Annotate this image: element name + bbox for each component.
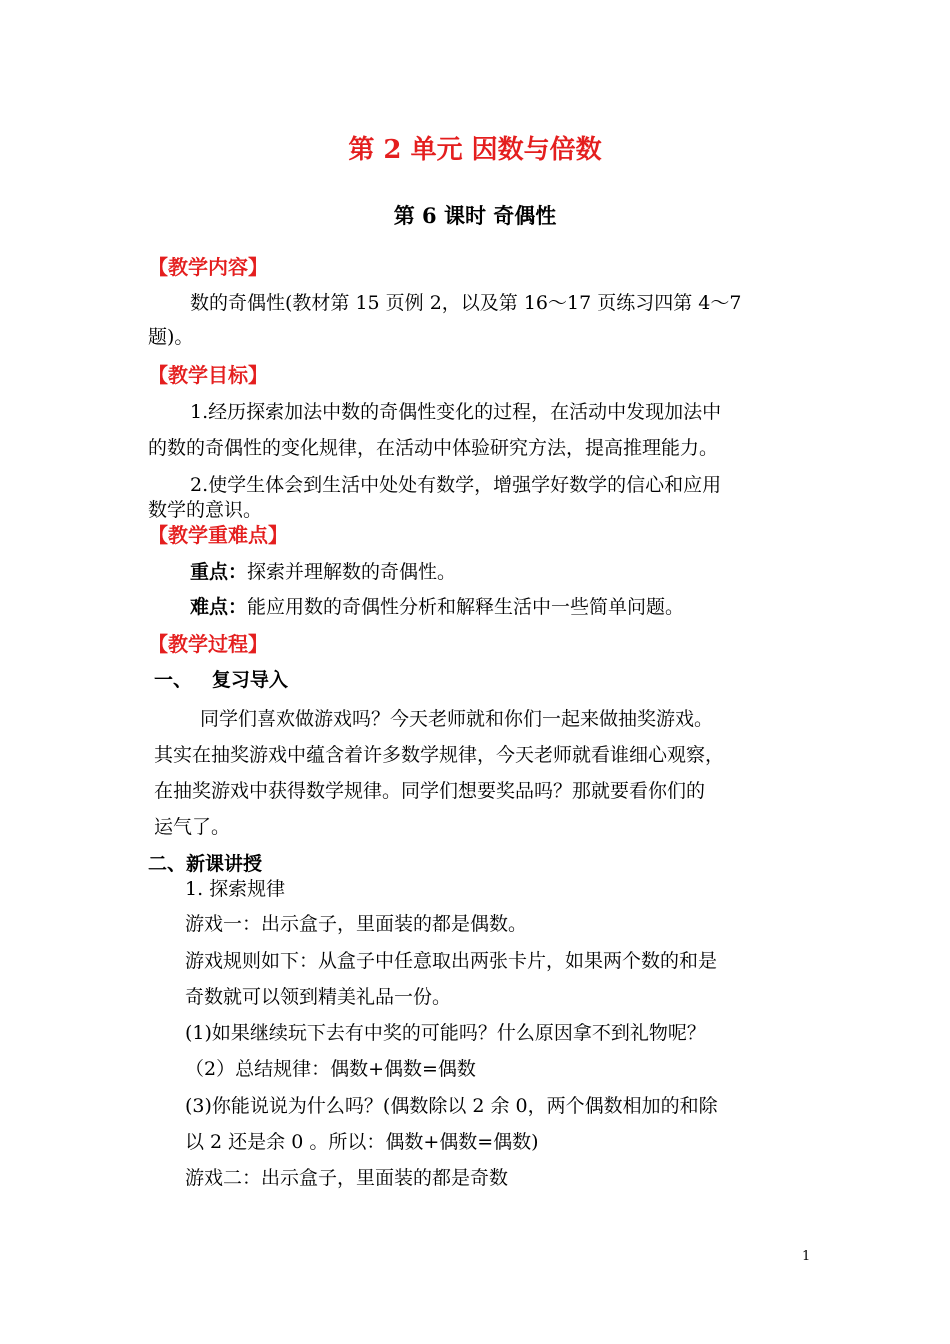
question-3-line-2: 以 2 还是余 0 。所以：偶数+偶数=偶数) bbox=[185, 1131, 539, 1153]
page-number: 1 bbox=[802, 1249, 811, 1264]
part-1-heading: 一、 复习导入 bbox=[154, 669, 288, 691]
content-line-1: 数的奇偶性(教材第 15 页例 2，以及第 16～17 页练习四第 4～7 bbox=[190, 292, 742, 314]
lesson-subtitle: 第 6 课时 奇偶性 bbox=[393, 203, 557, 228]
question-2: （2）总结规律：偶数+偶数=偶数 bbox=[185, 1058, 476, 1080]
difficulty-label: 难点： bbox=[190, 596, 248, 618]
part-1-line-4: 运气了。 bbox=[154, 816, 231, 838]
game-1-intro: 游戏一：出示盒子，里面装的都是偶数。 bbox=[185, 913, 528, 935]
content-line-2: 题)。 bbox=[148, 326, 194, 348]
game-rule-line-2: 奇数就可以领到精美礼品一份。 bbox=[185, 986, 452, 1008]
section-heading-content: 【教学内容】 bbox=[148, 255, 268, 279]
focus-text: 探索并理解数的奇偶性。 bbox=[247, 561, 457, 583]
section-heading-goals: 【教学目标】 bbox=[148, 363, 268, 387]
document-title: 第 2 单元 因数与倍数 bbox=[348, 135, 602, 165]
explore-heading: 1. 探索规律 bbox=[185, 878, 286, 900]
goal-1-line-2: 的数的奇偶性的变化规律，在活动中体验研究方法，提高推理能力。 bbox=[148, 437, 719, 459]
game-2-intro: 游戏二：出示盒子，里面装的都是奇数 bbox=[185, 1167, 509, 1189]
section-heading-key-points: 【教学重难点】 bbox=[148, 523, 288, 547]
goal-1-line-1: 1.经历探索加法中数的奇偶性变化的过程，在活动中发现加法中 bbox=[190, 401, 722, 423]
part-1-line-1: 同学们喜欢做游戏吗？今天老师就和你们一起来做抽奖游戏。 bbox=[200, 708, 714, 730]
goal-2-line-1: 2.使学生体会到生活中处处有数学，增强学好数学的信心和应用 bbox=[190, 474, 722, 496]
key-point-difficulty bbox=[190, 595, 684, 619]
goal-2-line-2: 数学的意识。 bbox=[148, 499, 263, 521]
question-1: (1)如果继续玩下去有中奖的可能吗？什么原因拿不到礼物呢？ bbox=[185, 1022, 706, 1044]
part-1-line-2: 其实在抽奖游戏中蕴含着许多数学规律，今天老师就看谁细心观察， bbox=[154, 744, 725, 766]
part-1-line-3: 在抽奖游戏中获得数学规律。同学们想要奖品吗？那就要看你们的 bbox=[154, 780, 706, 802]
key-point-focus bbox=[190, 560, 456, 584]
question-3-line-1: (3)你能说说为什么吗？(偶数除以 2 余 0，两个偶数相加的和除 bbox=[185, 1095, 718, 1117]
section-heading-process: 【教学过程】 bbox=[148, 632, 268, 656]
game-rule-line-1: 游戏规则如下：从盒子中任意取出两张卡片，如果两个数的和是 bbox=[185, 950, 718, 972]
difficulty-text: 能应用数的奇偶性分析和解释生活中一些简单问题。 bbox=[247, 596, 685, 618]
focus-label: 重点： bbox=[190, 561, 248, 583]
part-2-heading: 二、新课讲授 bbox=[148, 853, 263, 875]
